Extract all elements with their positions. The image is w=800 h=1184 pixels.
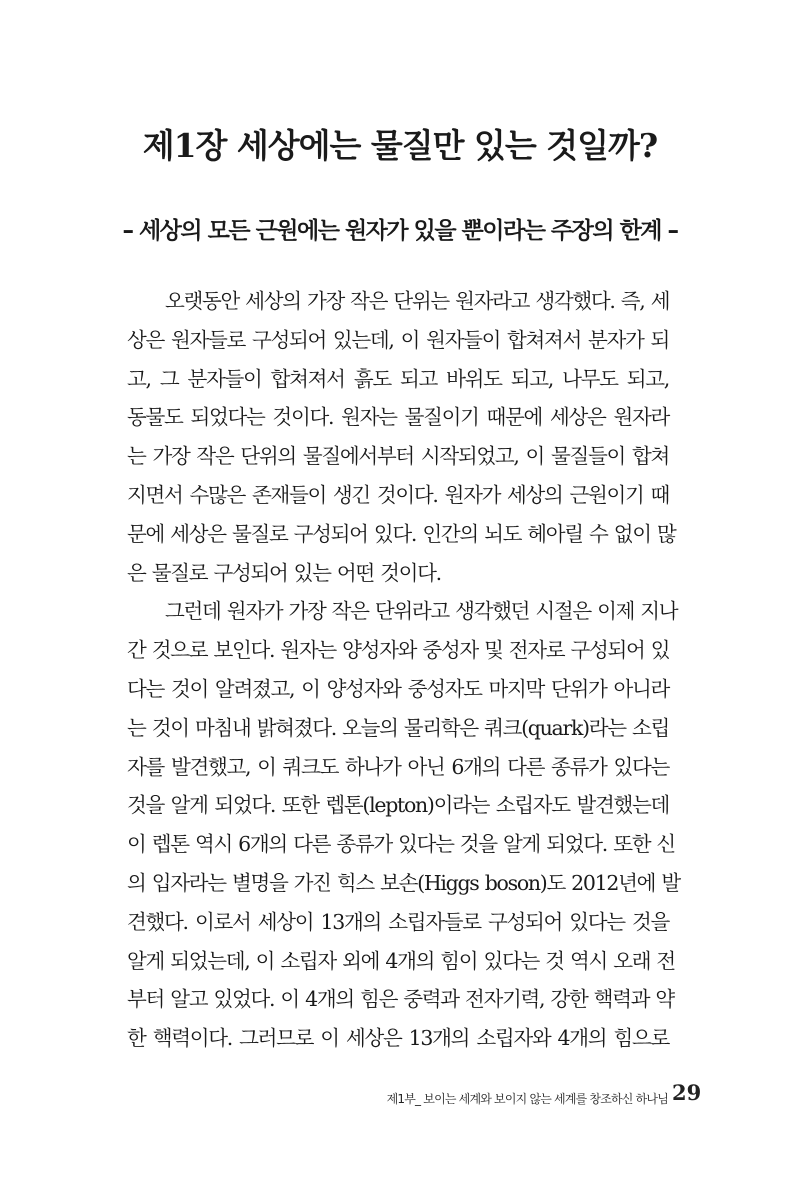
text-line: 는 것이 마침내 밝혀졌다. 오늘의 물리학은 쿼크(quark)라는 소립 xyxy=(127,715,669,740)
body-text xyxy=(127,282,680,1058)
text-line: 그런데 원자가 가장 작은 단위라고 생각했던 시절은 이제 지나 xyxy=(165,599,678,624)
text-line: 상은 원자들로 구성되어 있는데, 이 원자들이 합쳐져서 분자가 되 xyxy=(127,327,669,352)
text-line: 이 렙톤 역시 6개의 다른 종류가 있다는 것을 알게 되었다. 또한 신 xyxy=(127,832,675,857)
paragraph-1 xyxy=(127,282,676,592)
text-line: 견했다. 이로서 세상이 13개의 소립자들로 구성되어 있다는 것을 xyxy=(127,909,669,934)
text-line: 오랫동안 세상의 가장 작은 단위는 원자라고 생각했다. 즉, 세 xyxy=(165,289,670,313)
text-line: 지면서 수많은 존재들이 생긴 것이다. 원자가 세상의 근원이기 때 xyxy=(127,482,669,507)
text-line: 간 것으로 보인다. 원자는 양성자와 중성자 및 전자로 구성되어 있 xyxy=(127,638,670,663)
text-line: 다는 것이 알려졌고, 이 양성자와 중성자도 마지막 단위가 아니라 xyxy=(127,676,669,701)
page-number: 29 xyxy=(672,1080,702,1105)
text-line: 자를 발견했고, 이 쿼크도 하나가 아닌 6개의 다른 종류가 있다는 xyxy=(127,754,669,779)
text-line: 동물도 되었다는 것이다. 원자는 물질이기 때문에 세상은 원자라 xyxy=(127,405,669,430)
text-line: 문에 세상은 물질로 구성되어 있다. 인간의 뇌도 헤아릴 수 없이 많 xyxy=(127,521,676,546)
paragraph-2 xyxy=(127,592,680,1058)
chapter-subtitle: – 세상의 모든 근원에는 원자가 있을 뿐이라는 주장의 한계 – xyxy=(122,218,678,244)
text-line: 고, 그 분자들이 합쳐져서 흙도 되고 바위도 되고, 나무도 되고, xyxy=(127,366,669,391)
chapter-title: 제1장 세상에는 물질만 있는 것일까? xyxy=(142,126,658,165)
text-line: 의 입자라는 별명을 가진 힉스 보손(Higgs boson)도 2012년에 발 xyxy=(127,870,680,895)
text-line: 알게 되었는데, 이 소립자 외에 4개의 힘이 있다는 것 역시 오래 전 xyxy=(127,948,675,973)
text-line: 한 핵력이다. 그러므로 이 세상은 13개의 소립자와 4개의 힘으로 xyxy=(127,1026,669,1051)
text-line: 것을 알게 되었다. 또한 렙톤(lepton)이라는 소립자도 발견했는데 xyxy=(127,793,669,818)
running-footer: 제1부_ 보이는 세계와 보이지 않는 세계를 창조하신 하나님 xyxy=(386,1092,668,1106)
text-line: 부터 알고 있었다. 이 4개의 힘은 중력과 전자기력, 강한 핵력과 약 xyxy=(127,987,674,1012)
text-line: 는 가장 작은 단위의 물질에서부터 시작되었고, 이 물질들이 합쳐 xyxy=(127,444,669,469)
text-line: 은 물질로 구성되어 있는 어떤 것이다. xyxy=(127,560,441,585)
